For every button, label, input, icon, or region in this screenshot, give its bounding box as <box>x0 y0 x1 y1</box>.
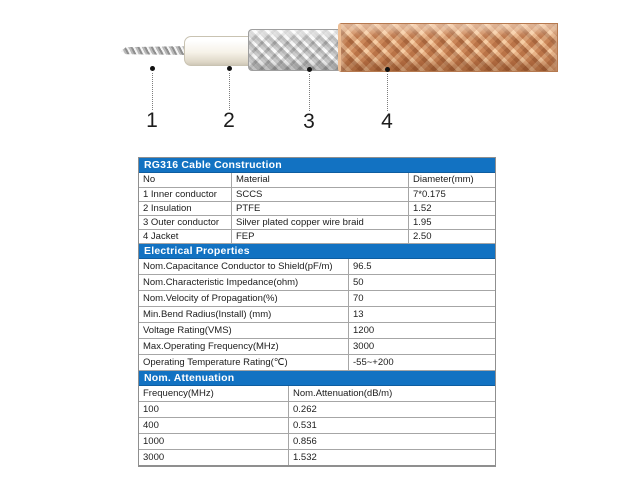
cell-attenuation: 0.531 <box>293 420 317 431</box>
col-header-diameter: Diameter(mm) <box>413 174 474 185</box>
table-row <box>139 434 495 450</box>
table-row <box>139 418 495 434</box>
cell-material: SCCS <box>232 188 409 201</box>
cell-property: Max.Operating Frequency(MHz) <box>139 339 349 354</box>
col-header-material: Material <box>232 173 409 187</box>
callout-4 <box>372 67 402 133</box>
col-header-frequency: Frequency(MHz) <box>139 386 289 401</box>
cell-value: 70 <box>353 293 364 304</box>
callout-label: 3 <box>303 110 315 133</box>
table-row <box>139 188 495 202</box>
cell-frequency: 3000 <box>139 450 289 465</box>
cell-no: 3 Outer conductor <box>139 216 232 229</box>
cell-property: Operating Temperature Rating(℃) <box>139 355 349 370</box>
cell-attenuation: 0.262 <box>293 404 317 415</box>
jacket-braid <box>338 23 558 72</box>
cell-value: -55~+200 <box>353 357 394 368</box>
cell-diameter: 1.52 <box>413 203 432 214</box>
cell-diameter: 7*0.175 <box>413 189 446 200</box>
cell-attenuation: 1.532 <box>293 452 317 463</box>
cell-no: 2 Insulation <box>139 202 232 215</box>
cell-diameter: 1.95 <box>413 217 432 228</box>
cell-value: 13 <box>353 309 364 320</box>
callout-dot <box>150 66 155 71</box>
table-row <box>139 216 495 230</box>
cell-material: Silver plated copper wire braid <box>232 216 409 229</box>
attenuation-header-row <box>139 386 495 402</box>
attenuation-table-title: Nom. Attenuation <box>139 371 495 386</box>
cell-frequency: 1000 <box>139 434 289 449</box>
table-row <box>139 450 495 466</box>
inner-conductor-wire <box>121 46 193 55</box>
cell-attenuation: 0.856 <box>293 436 317 447</box>
callout-dot <box>227 66 232 71</box>
table-row <box>139 307 495 323</box>
table-row <box>139 339 495 355</box>
callout-line <box>152 73 153 110</box>
callout-1 <box>137 66 167 132</box>
cell-value: 3000 <box>353 341 375 352</box>
table-row <box>139 323 495 339</box>
table-row <box>139 355 495 371</box>
cell-value: 50 <box>353 277 364 288</box>
cell-property: Nom.Capacitance Conductor to Shield(pF/m) <box>139 259 349 274</box>
cell-value: 1200 <box>353 325 375 336</box>
callout-label: 2 <box>223 109 235 132</box>
col-header-no: No <box>139 173 232 187</box>
cell-property: Nom.Velocity of Propagation(%) <box>139 291 349 306</box>
cell-property: Min.Bend Radius(Install) (mm) <box>139 307 349 322</box>
callout-label: 1 <box>146 109 158 132</box>
table-row <box>139 402 495 418</box>
cell-diameter: 2.50 <box>413 231 432 242</box>
insulation-layer <box>184 36 256 66</box>
callout-line <box>387 74 388 111</box>
cell-property: Voltage Rating(VMS) <box>139 323 349 338</box>
callout-line <box>229 73 230 110</box>
electrical-table-title: Electrical Properties <box>139 244 495 259</box>
cell-property: Nom.Characteristic Impedance(ohm) <box>139 275 349 290</box>
table-row <box>139 259 495 275</box>
cable-diagram <box>0 0 640 150</box>
cell-material: PTFE <box>232 202 409 215</box>
table-row <box>139 291 495 307</box>
spec-tables <box>138 157 496 467</box>
construction-header-row <box>139 173 495 188</box>
callout-dot <box>385 67 390 72</box>
callout-3 <box>294 67 324 133</box>
cell-value: 96.5 <box>353 261 372 272</box>
table-row <box>139 202 495 216</box>
construction-table-title: RG316 Cable Construction <box>139 158 495 173</box>
outer-conductor-braid <box>248 29 344 71</box>
cell-frequency: 400 <box>139 418 289 433</box>
cell-no: 4 Jacket <box>139 230 232 243</box>
cell-no: 1 Inner conductor <box>139 188 232 201</box>
cell-frequency: 100 <box>139 402 289 417</box>
callout-dot <box>307 67 312 72</box>
cell-material: FEP <box>232 230 409 243</box>
callout-line <box>309 74 310 111</box>
table-row <box>139 230 495 244</box>
callout-2 <box>214 66 244 132</box>
table-row <box>139 275 495 291</box>
col-header-attenuation: Nom.Attenuation(dB/m) <box>293 388 393 399</box>
callout-label: 4 <box>381 110 393 133</box>
